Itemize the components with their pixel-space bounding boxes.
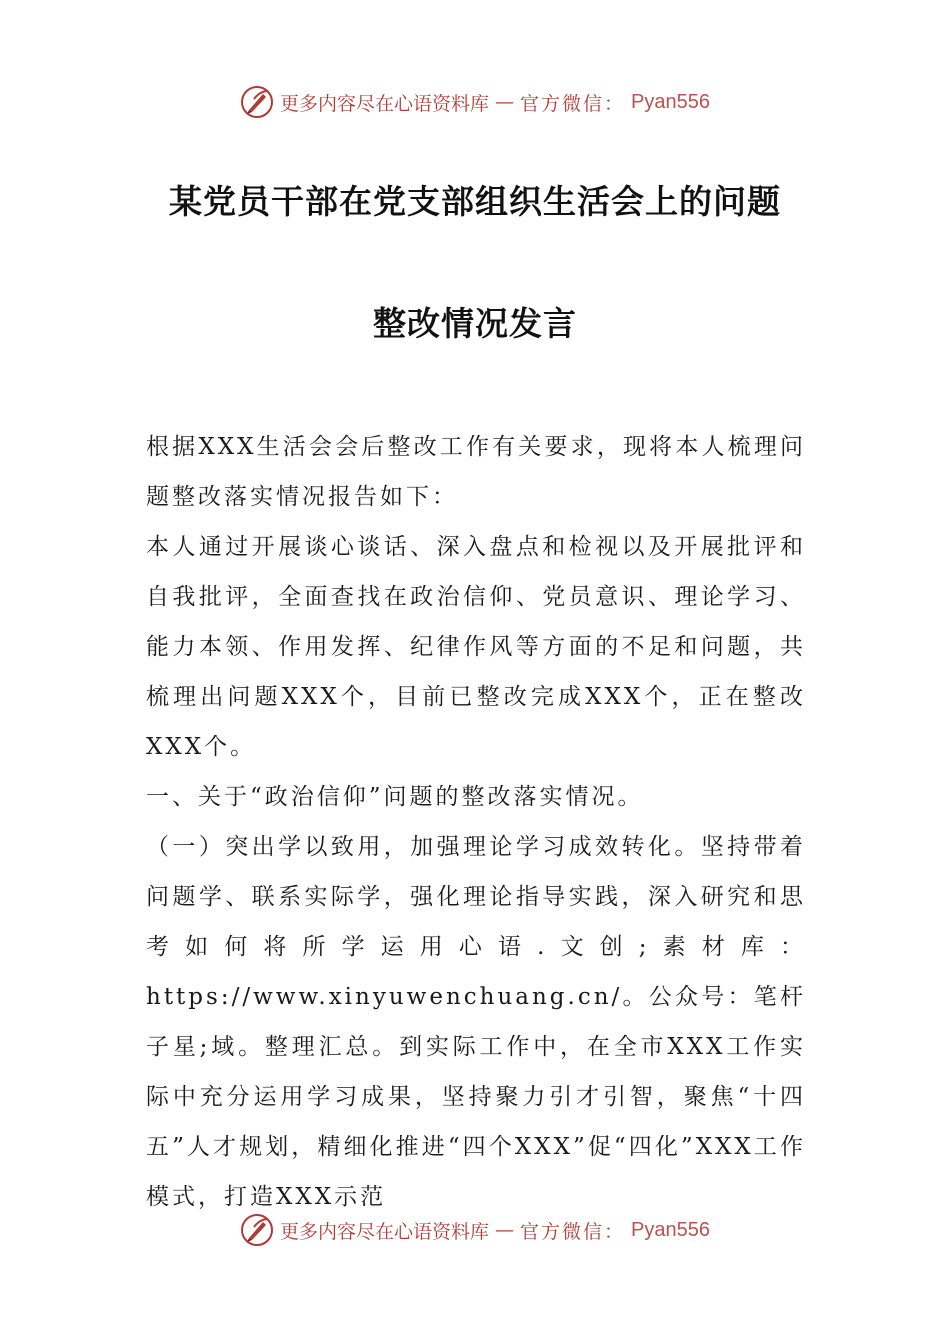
document-body: [146, 422, 806, 1222]
paragraph-intro: 根据XXX生活会会后整改工作有关要求，现将本人梳理问题整改落实情况报告如下：: [146, 434, 806, 510]
header-dash: —: [495, 91, 515, 113]
footer-watermark-banner: [0, 1210, 950, 1250]
document-title-line-1: 某党员干部在党支部组织生活会上的问题: [169, 182, 781, 221]
quill-pen-logo-icon: [240, 1213, 274, 1247]
header-wechat-label: 官方微信：: [520, 92, 626, 115]
footer-dash: —: [495, 1219, 515, 1241]
document-title-line-2: 整改情况发言: [373, 304, 577, 343]
paragraph-summary: 本人通过开展谈心谈话、深入盘点和检视以及开展批评和自我批评，全面查找在政治信仰、党员意识、理论学习、能力本领、作用发挥、纪律作风等方面的不足和问题，共梳理出问题XXX个，目前已整改完成XXX个，正在整改XXX个。: [146, 534, 806, 760]
header-wechat-id: Pyan556: [631, 90, 710, 113]
quill-pen-logo-icon: [240, 85, 274, 119]
header-watermark-banner: [0, 82, 950, 122]
footer-brand-text: 更多内容尽在心语资料库: [280, 1220, 490, 1243]
footer-wechat-label: 官方微信：: [520, 1220, 626, 1243]
header-brand-text: 更多内容尽在心语资料库: [280, 92, 490, 115]
section-heading-political-belief: 一、关于“政治信仰”问题的整改落实情况。: [146, 784, 644, 810]
footer-wechat-id: Pyan556: [631, 1218, 710, 1241]
paragraph-subsection-1: （一）突出学以致用，加强理论学习成效转化。坚持带着问题学、联系实际学，强化理论指导实践，深入研究和思考如何将所学运用心语.文创;素材库：https://www.xinyuwenchuang.cn/。公众号：笔杆子星;域。整理汇总。到实际工作中，在全市XXX工作实际中充分运用学习成果，坚持聚力引才引智，聚焦“十四五”人才规划，精细化推进“四个XXX”促“四化”XXX工作模式，打造XXX示范: [146, 834, 806, 1210]
